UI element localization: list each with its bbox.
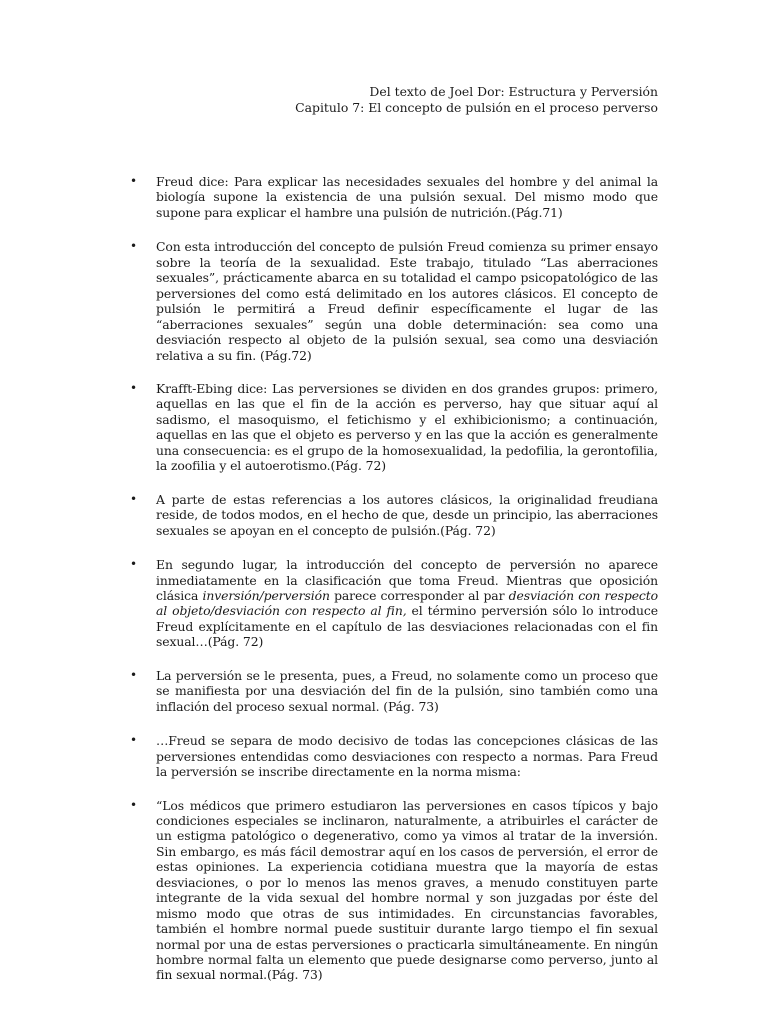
list-item [126,492,658,538]
item-text: Con esta introducción del concepto de pulsión Freud comienza su primer ensayo sobre la teoría de la sexualidad. Este trabajo, titulado “Las aberraciones sexuales”, prácticamente abarca en su totalidad el campo psicopatológico de las perversiones del como está delimitado en los autores clásicos. El concepto de pulsión le permitirá a Freud definir específicamente el lugar de las “aberraciones sexuales” según una doble determinación: sea como una desviación respecto al objeto de la pulsión sexual, sea como una desviación relativa a su fin. (Pág.72) [156,239,658,363]
list-item [126,174,658,220]
quote-list [126,174,658,1000]
bullet-icon: • [130,733,137,748]
list-item [126,733,658,779]
bullet-icon: • [130,491,137,506]
bullet-icon: • [130,380,137,395]
item-text-part: En segundo lugar, la introducción del concepto de perversión no aparece inmediatamente en la clasificación que toma Freud. Mientras que oposición clásica [156,557,658,603]
bullet-icon: • [130,239,137,254]
list-item [126,557,658,650]
document-header [295,84,658,116]
item-text-part: el término perversión sólo lo introduce Freud explícitamente en el capítulo de las desviaciones relacionadas con el fin sexual…(Pág. 72) [156,603,658,650]
header-source-line: Del texto de Joel Dor: Estructura y Perversión [369,84,658,99]
bullet-icon: • [130,667,137,682]
item-text-part: parece corresponder al par [329,587,509,603]
item-text: A parte de estas referencias a los autores clásicos, la originalidad freudiana reside, de todos modos, en el hecho de que, desde un principio, las aberraciones sexuales se apoyan en el concepto de pulsión.(Pág. 72) [156,491,658,538]
item-text: Freud dice: Para explicar las necesidades sexuales del hombre y del animal la biología supone la existencia de una pulsión sexual. Del mismo modo que supone para explicar el hambre una pulsión de nutrición.(Pág.71) [156,174,658,220]
list-item [126,668,658,714]
bullet-icon: • [130,557,137,572]
list-item [126,798,658,983]
item-text: Krafft-Ebing dice: Las perversiones se dividen en dos grandes grupos: primero, aquellas en las que el fin de la acción es perverso, hay que situar aquí al sadismo, el masoquismo, el fetichismo y el exhibicionismo; a continuación, aquellas en las que el objeto es perverso y en las que la acción es generalmente una consecuencia: es el grupo de la homosexualidad, la pedofilia, la gerontofilia, la zoofilia y el autoerotismo.(Pág. 72) [156,380,658,474]
list-item [126,381,658,474]
bullet-icon: • [130,797,137,812]
item-text: “Los médicos que primero estudiaron las perversiones en casos típicos y bajo condiciones especiales se inclinaron, naturalmente, a atribuirles el carácter de un estigma patológico o degenerativo, como ya vimos al tratar de la inversión. Sin embargo, es más fácil demostrar aquí en los casos de perversión, el error de estas opiniones. La experiencia cotidiana muestra que la mayoría de estas desviaciones, o por lo menos las menos graves, a menudo constituyen parte integrante de la vida sexual del hombre normal y son juzgadas por éste del mismo modo que otras de sus intimidades. En circunstancias favorables, también el hombre normal puede sustituir durante largo tiempo el fin sexual normal por una de estas perversiones o practicarla simultáneamente. En ningún hombre normal falta un elemento que puede designarse como perverso, junto al fin sexual normal.(Pág. 73) [156,797,658,983]
bullet-icon: • [130,174,137,188]
item-text-italic: inversión/perversión [202,587,330,603]
item-text: …Freud se separa de modo decisivo de todas las concepciones clásicas de las perversiones entendidas como desviaciones con respecto a normas. Para Freud la perversión se inscribe directamente en la norma misma: [156,733,658,780]
item-text: La perversión se le presenta, pues, a Freud, no solamente como un proceso que se manifiesta por una desviación del fin de la pulsión, sino también como una inflación del proceso sexual normal. (Pág. 73) [156,667,658,714]
list-item [126,239,658,363]
header-chapter-line: Capitulo 7: El concepto de pulsión en el proceso perverso [295,99,658,115]
item-text-italic: desviación con respecto al objeto/desviación con respecto al fin, [156,587,659,619]
